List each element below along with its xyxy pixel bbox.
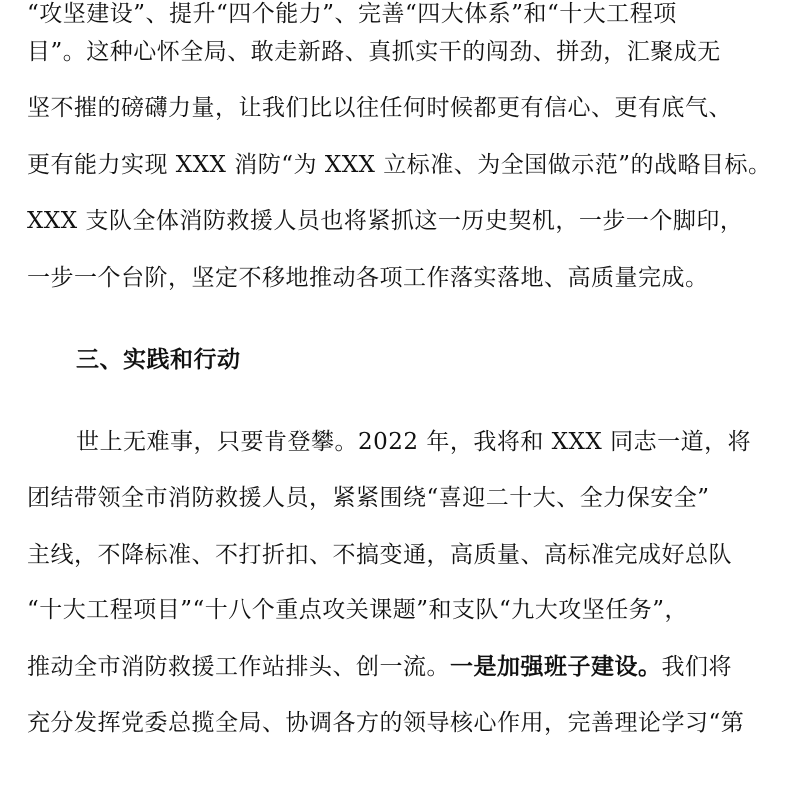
paragraph-2-line-3: “十大工程项目”“十八个重点攻关课题”和支队“九大攻坚任务”， bbox=[27, 597, 689, 623]
section-heading-3: 三、实践和行动 bbox=[76, 347, 241, 373]
bold-phrase-strengthen-leadership: 一是加强班子建设。 bbox=[450, 654, 662, 680]
paragraph-2-line-4-text-b: 我们将 bbox=[661, 654, 732, 680]
paragraph-1-line-4: XXX 支队全体消防救援人员也将紧抓这一历史契机，一步一个脚印， bbox=[27, 208, 744, 234]
paragraph-1-line-1: 目”。这种心怀全局、敢走新路、真抓实干的闯劲、拼劲，汇聚成无 bbox=[27, 39, 721, 65]
paragraph-2-line-5: 充分发挥党委总揽全局、协调各方的领导核心作用，完善理论学习“第 bbox=[27, 710, 745, 736]
paragraph-2-line-2: 主线，不降标准、不打折扣、不搞变通，高质量、高标准完成好总队 bbox=[27, 542, 732, 568]
paragraph-2-line-0: 世上无难事，只要肯登攀。2022 年，我将和 XXX 同志一道，将 bbox=[76, 429, 752, 455]
paragraph-1-line-3: 更有能力实现 XXX 消防“为 XXX 立标准、为全国做示范”的战略目标。 bbox=[27, 152, 772, 178]
paragraph-2-line-4-text-a: 推动全市消防救援工作站排头、创一流。 bbox=[27, 654, 450, 680]
paragraph-1-line-2: 坚不摧的磅礴力量，让我们比以往任何时候都更有信心、更有底气、 bbox=[27, 95, 732, 121]
paragraph-1-line-5: 一步一个台阶，坚定不移地推动各项工作落实落地、高质量完成。 bbox=[27, 265, 709, 291]
paragraph-2-line-1: 团结带领全市消防救援人员，紧紧围绕“喜迎二十大、全力保安全” bbox=[27, 485, 710, 511]
paragraph-2-line-4 bbox=[27, 647, 800, 687]
paragraph-1-line-0: “攻坚建设”、提升“四个能力”、完善“四大体系”和“十大工程项 bbox=[27, 1, 677, 27]
